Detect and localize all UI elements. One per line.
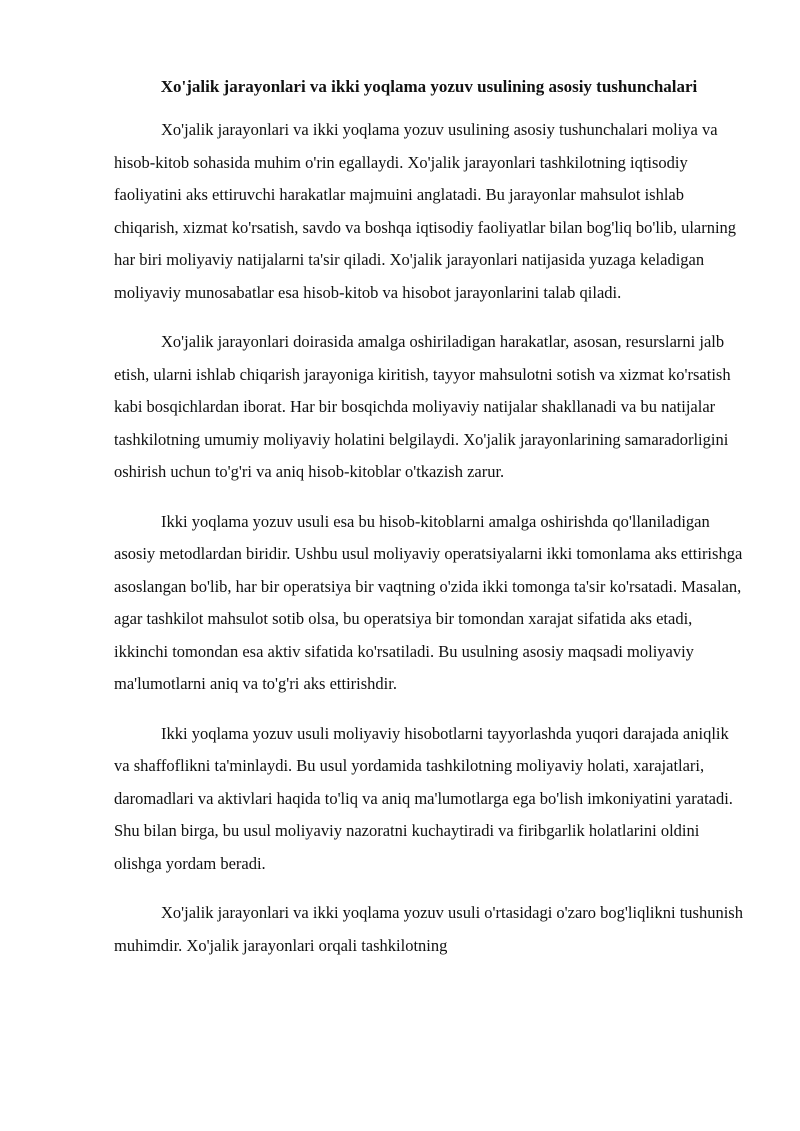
document-title: Xo'jalik jarayonlari va ikki yoqlama yozuv usulining asosiy tushunchalari bbox=[160, 77, 698, 96]
document-body bbox=[114, 74, 744, 979]
paragraph: Ikki yoqlama yozuv usuli esa bu hisob-kitoblarni amalga oshirishda qo'llaniladigan asosiy metodlardan biridir. Ushbu usul moliyaviy operatsiyalarni ikki tomonlama aks ettirishga asoslangan bo'lib, har bir operatsiya bir vaqtning o'zida ikki tomonga ta'sir ko'rsatadi. Masalan, agar tashkilot mahsulot sotib olsa, bu operatsiya bir tomondan xarajat sifatida aks etadi, ikkinchi tomondan esa aktiv sifatida ko'rsatiladi. Bu usulning asosiy maqsadi moliyaviy ma'lumotlarni aniq va to'g'ri aks ettirishdir. bbox=[114, 511, 743, 693]
paragraph: Xo'jalik jarayonlari va ikki yoqlama yozuv usuli o'rtasidagi o'zaro bog'liqlikni tushunish muhimdir. Xo'jalik jarayonlari orqali tashkilotning bbox=[114, 903, 743, 955]
paragraph: Xo'jalik jarayonlari doirasida amalga oshiriladigan harakatlar, asosan, resurslarni jalb etish, ularni ishlab chiqarish jarayoniga kiritish, tayyor mahsulotni sotish va xizmat ko'rsatish kabi bosqichlardan iborat. Har bir bosqichda moliyaviy natijalar shakllanadi va bu natijalar tashkilotning umumiy moliyaviy holatini belgilaydi. Xo'jalik jarayonlarining samaradorligini oshirish uchun to'g'ri va aniq hisob-kitoblar o'tkazish zarur. bbox=[114, 332, 731, 481]
paragraph: Ikki yoqlama yozuv usuli moliyaviy hisobotlarni tayyorlashda yuqori darajada aniqlik va shaffoflikni ta'minlaydi. Bu usul yordamida tashkilotning moliyaviy holati, xarajatlari, daromadlari va aktivlari haqida to'liq va aniq ma'lumotlarga ega bo'lish imkoniyatini yaratadi. Shu bilan birga, bu usul moliyaviy nazoratni kuchaytiradi va firibgarlik holatlarini oldini olishga yordam beradi. bbox=[114, 723, 733, 873]
paragraph: Xo'jalik jarayonlari va ikki yoqlama yozuv usulining asosiy tushunchalari moliya va hisob-kitob sohasida muhim o'rin egallaydi. Xo'jalik jarayonlari tashkilotning iqtisodiy faoliyatini aks ettiruvchi harakatlar majmuini anglatadi. Bu jarayonlar mahsulot ishlab chiqarish, xizmat ko'rsatish, savdo va boshqa iqtisodiy faoliyatlar bilan bog'liq bo'lib, ularning har biri moliyaviy natijalarni ta'sir qiladi. Xo'jalik jarayonlari natijasida yuzaga keladigan moliyaviy munosabatlar esa hisob-kitob va hisobot jarayonlarini talab qiladi. bbox=[114, 120, 737, 302]
